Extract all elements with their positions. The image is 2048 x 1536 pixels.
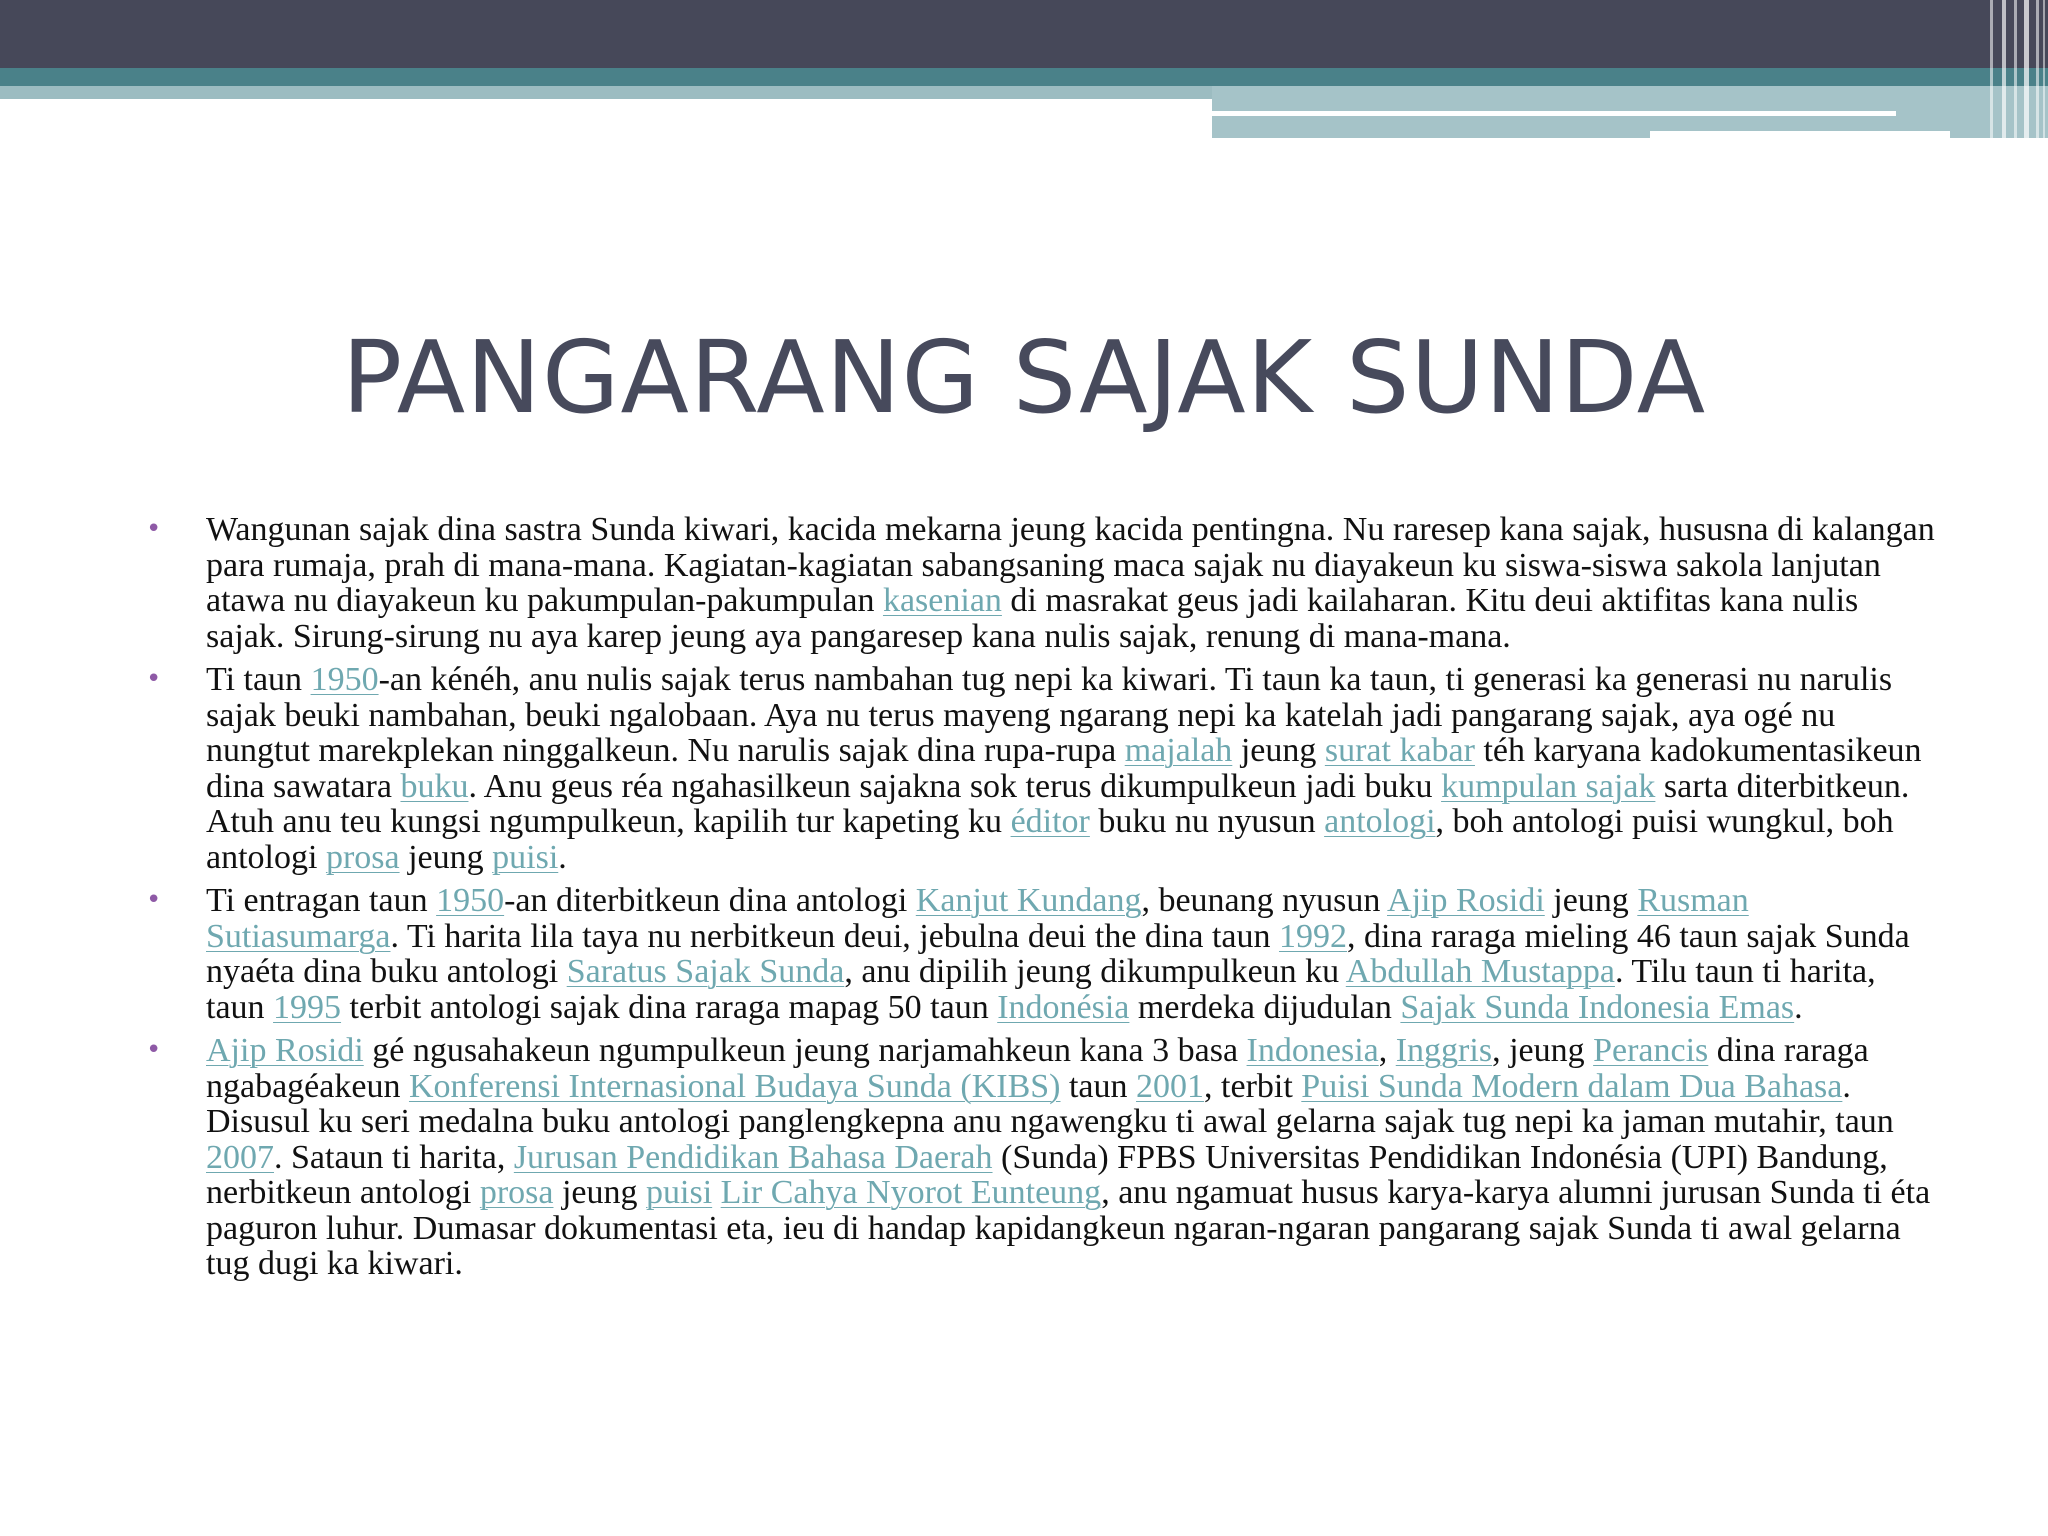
paragraph-text: Wangunan sajak dina sastra Sunda kiwari, kacida mekarna jeung kacida pentingna. Nu raresep kana sajak, hususna di kalangan para rumaja, prah di mana-mana. Kagiatan-kagiatan sabangsaning maca sajak nu diayakeun ku siswa-siswa sakola lanjutan atawa nu diayakeun ku pakumpulan-pakumpulan (206, 511, 1935, 619)
hyperlink[interactable]: Ajip Rosidi (206, 1032, 364, 1069)
hyperlink[interactable]: Jurusan Pendidikan Bahasa Daerah (513, 1138, 993, 1176)
hyperlink[interactable]: 1950 (310, 661, 379, 698)
paragraph-text: , anu ngamuat husus karya-karya alumni jurusan Sunda ti éta paguron luhur. Dumasar dokumentasi eta, ieu di handap kapidangkeun ngaran-ngaran pangarang sajak Sunda ti awal gelarna tug dugi ka kiwari. (206, 1174, 1931, 1282)
hyperlink[interactable]: Kanjut Kundang (915, 882, 1142, 919)
paragraph-text: . (558, 838, 567, 876)
paragraph-text: jeung (553, 1174, 647, 1211)
paragraph-text: -an diterbitkeun dina antologi (504, 882, 916, 919)
bullet-icon: • (146, 885, 162, 915)
paragraph-text: . (1794, 988, 1803, 1026)
paragraph-text (712, 1174, 721, 1211)
hyperlink[interactable]: éditor (1010, 803, 1090, 840)
hyperlink[interactable]: Saratus Sajak Sunda (566, 953, 845, 990)
slide-title: PANGARANG SAJAK SUNDA (341, 319, 1707, 436)
paragraph-text: jeung (1232, 732, 1325, 769)
paragraph-text: gé ngusahakeun ngumpulkeun jeung narjamahkeun kana 3 basa (363, 1032, 1247, 1069)
paragraph-text: buku nu nyusun (1089, 803, 1325, 840)
paragraph-text: jeung (399, 838, 493, 876)
hyperlink[interactable]: Sajak Sunda Indonesia Emas (1400, 988, 1795, 1026)
bullet-icon: • (146, 514, 162, 544)
paragraph-text: , jeung (1492, 1032, 1594, 1069)
hyperlink[interactable]: majalah (1124, 732, 1233, 769)
hyperlink[interactable]: antologi (1324, 803, 1436, 840)
hyperlink[interactable]: puisi (646, 1174, 713, 1211)
hyperlink[interactable]: Indonésia (997, 988, 1130, 1026)
bullet-paragraph (140, 512, 1940, 654)
hyperlink[interactable]: buku (400, 767, 469, 805)
bullet-paragraph (140, 883, 1940, 1025)
paragraph-text: . Disusul ku seri medalna buku antologi panglengkepna anu ngawengku ti awal gelarna sajak tug nepi ka jaman mutahir, taun (206, 1067, 1894, 1140)
header-light-stripe-left (0, 86, 1212, 99)
hyperlink[interactable]: puisi (492, 838, 559, 876)
bullet-paragraph (140, 1033, 1940, 1282)
header-white-line-2 (1650, 131, 1950, 138)
bullet-paragraph (140, 662, 1940, 875)
paragraph-text: . Tilu taun ti harita, taun (206, 953, 1876, 1026)
hyperlink[interactable]: Perancis (1593, 1032, 1709, 1069)
header-dark-band (0, 0, 2048, 68)
paragraph-text: , (1378, 1032, 1396, 1069)
paragraph-text: -an kénéh, anu nulis sajak terus nambahan tug nepi ka kiwari. Ti taun ka taun, ti generasi ka generasi nu narulis sajak beuki nambahan, beuki ngalobaan. Aya nu terus mayeng ngarang nepi ka katelah jadi pangarang sajak, aya ogé nu nungtut marekplekan ninggalkeun. Nu narulis sajak dina rupa-rupa (206, 661, 1893, 769)
paragraph-text: Ti entragan taun (206, 882, 437, 919)
paragraph-text: Ti taun (206, 661, 311, 698)
bullet-icon: • (146, 1035, 162, 1065)
paragraph-text: dina raraga ngabagéakeun (206, 1032, 1869, 1105)
hyperlink[interactable]: Ajip Rosidi (1387, 882, 1545, 919)
hyperlink[interactable]: Abdullah Mustappa (1345, 953, 1615, 990)
header-teal-stripe (0, 68, 2048, 86)
bullet-icon: • (146, 664, 162, 694)
paragraph-text: jeung (1544, 882, 1638, 919)
hyperlink[interactable]: Indonesia (1246, 1032, 1379, 1069)
paragraph-text: . Sataun ti harita, (274, 1138, 514, 1176)
paragraph-text: . Ti harita lila taya nu nerbitkeun deui, jebulna deui the dina taun (390, 917, 1279, 955)
hyperlink[interactable]: prosa (479, 1174, 554, 1211)
hyperlink[interactable]: Puisi Sunda Modern dalam Dua Bahasa (1301, 1067, 1843, 1105)
paragraph-text: merdeka dijudulan (1129, 988, 1401, 1026)
paragraph-text: . Anu geus réa ngahasilkeun sajakna sok terus dikumpulkeun jadi buku (468, 767, 1442, 805)
paragraph-text: terbit antologi sajak dina raraga mapag 50 taun (341, 988, 998, 1026)
hyperlink[interactable]: kumpulan sajak (1441, 767, 1656, 805)
paragraph-text: , anu dipilih jeung dikumpulkeun ku (844, 953, 1346, 990)
paragraph-text: , terbit (1204, 1067, 1302, 1105)
paragraph-text: sarta diterbitkeun. Atuh anu teu kungsi ngumpulkeun, kapilih tur kapeting ku (206, 767, 1910, 840)
hyperlink[interactable]: 1950 (436, 882, 505, 919)
hyperlink[interactable]: kasenian (882, 582, 1002, 619)
hyperlink[interactable]: 1995 (273, 988, 342, 1026)
paragraph-text: téh karyana kadokumentasikeun dina sawatara (206, 732, 1922, 805)
header-vertical-lines (1984, 0, 2048, 138)
paragraph-text: , dina raraga mieling 46 taun sajak Sunda nyaéta dina buku antologi (206, 917, 1910, 990)
paragraph-text: (Sunda) FPBS Universitas Pendidikan Indonésia (UPI) Bandung, nerbitkeun antologi (206, 1138, 1888, 1211)
hyperlink[interactable]: Lir Cahya Nyorot Eunteung (720, 1174, 1102, 1211)
hyperlink[interactable]: Inggris (1395, 1032, 1493, 1069)
bullet-list (140, 512, 1940, 1290)
hyperlink[interactable]: Rusman Sutiasumarga (206, 882, 1749, 955)
hyperlink[interactable]: prosa (325, 838, 400, 876)
hyperlink[interactable]: 1992 (1278, 917, 1347, 955)
hyperlink[interactable]: Konferensi Internasional Budaya Sunda (KIBS) (408, 1067, 1061, 1105)
hyperlink[interactable]: 2001 (1136, 1067, 1205, 1105)
header-white-line-1 (1212, 111, 1896, 116)
paragraph-text: , boh antologi puisi wungkul, boh antologi (206, 803, 1894, 876)
hyperlink[interactable]: 2007 (206, 1138, 274, 1176)
paragraph-text: taun (1060, 1067, 1137, 1105)
paragraph-text: di masrakat geus jadi kailaharan. Kitu deui aktifitas kana nulis sajak. Sirung-sirung nu aya karep jeung aya pangaresep kana nulis sajak, renung di mana-mana. (206, 582, 1859, 655)
hyperlink[interactable]: surat kabar (1324, 732, 1475, 769)
paragraph-text: , beunang nyusun (1141, 882, 1388, 919)
